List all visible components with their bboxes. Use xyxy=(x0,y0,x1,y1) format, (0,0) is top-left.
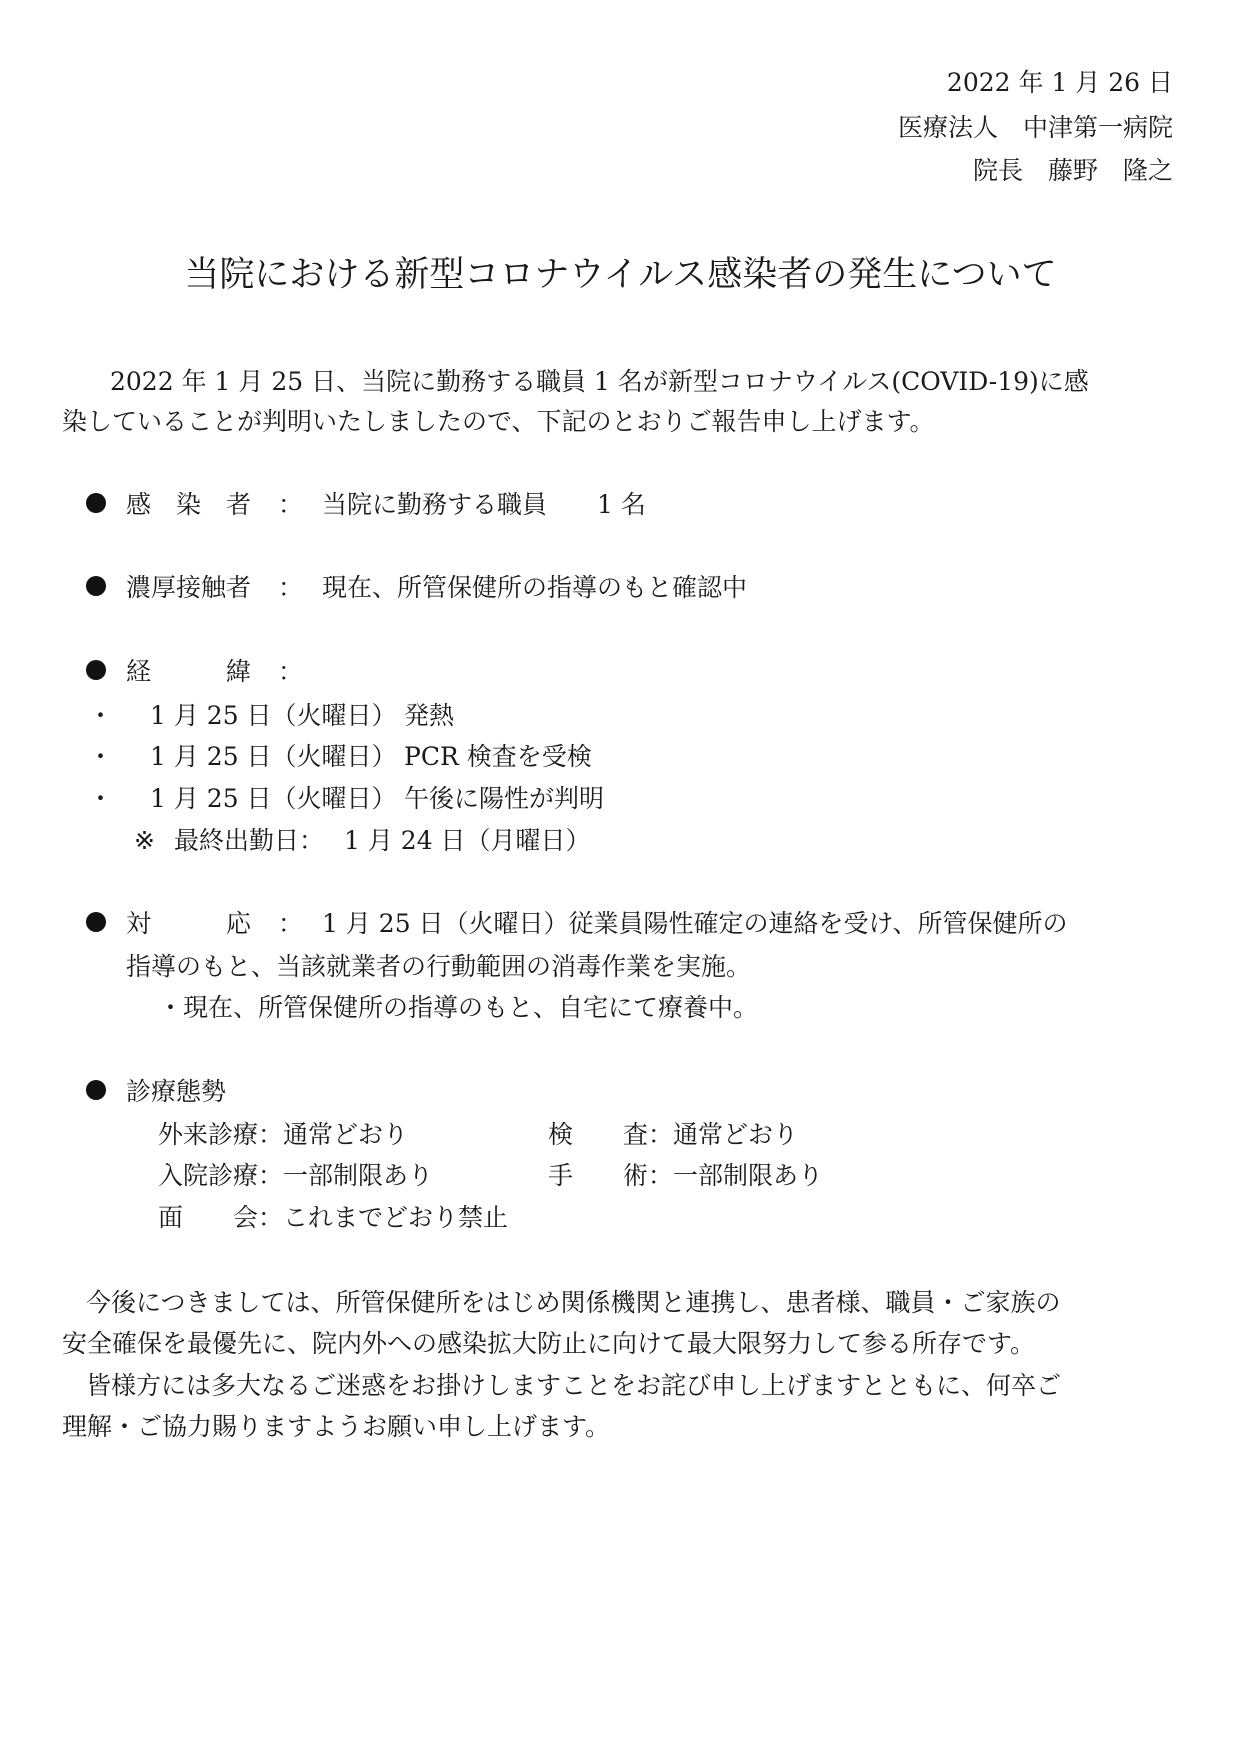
bullet-infected xyxy=(86,492,106,517)
timeline-item-marker: ・ xyxy=(88,701,114,730)
closing-p1-line-2: 安全確保を最優先に、院内外への感染拡大防止に向けて最大限努力して参る所存です。 xyxy=(62,1329,1036,1358)
response-line-1: 1 月 25 日（火曜日）従業員陽性確定の連絡を受け、所管保健所の xyxy=(322,909,1068,938)
response-label: 対 応 xyxy=(126,909,252,938)
organization-name: 医療法人 中津第一病院 xyxy=(897,113,1173,142)
contacts-colon: ： xyxy=(278,573,304,602)
contacts-value: 現在、所管保健所の指導のもと確認中 xyxy=(322,573,748,602)
timeline-item-marker: ・ xyxy=(88,784,114,813)
bullet-medical xyxy=(86,1079,106,1104)
timeline-colon: ： xyxy=(278,657,304,686)
timeline-item-date: 1 月 25 日（火曜日） xyxy=(150,701,397,730)
director-name: 院長 藤野 隆之 xyxy=(972,156,1173,185)
infected-colon: ： xyxy=(278,490,304,519)
timeline-item-date: 1 月 25 日（火曜日） xyxy=(150,784,397,813)
infected-label: 感 染 者 xyxy=(126,490,252,519)
bullet-response xyxy=(86,911,106,936)
medical-row-left: 外来診療：通常どおり xyxy=(158,1120,409,1149)
bullet-timeline xyxy=(86,659,106,684)
bullet-icon xyxy=(86,912,106,932)
response-line-2: 指導のもと、当該就業者の行動範囲の消毒作業を実施。 xyxy=(126,952,752,981)
timeline-item-event: PCR 検査を受検 xyxy=(404,742,592,771)
last-workday-value: 1 月 24 日（月曜日） xyxy=(344,826,591,855)
timeline-item-event: 午後に陽性が判明 xyxy=(404,784,605,813)
timeline-item-date: 1 月 25 日（火曜日） xyxy=(150,742,397,771)
bullet-icon xyxy=(86,493,106,513)
infected-value: 当院に勤務する職員 1 名 xyxy=(322,490,646,519)
medical-label: 診療態勢 xyxy=(126,1077,227,1106)
bullet-contacts xyxy=(86,575,106,600)
medical-row-right: 検 査：通常どおり xyxy=(548,1120,799,1149)
response-colon: ： xyxy=(278,909,304,938)
medical-row-left: 面 会：これまでどおり禁止 xyxy=(158,1203,509,1232)
bullet-icon xyxy=(86,576,106,596)
closing-p2-line-1: 皆様方には多大なるご迷惑をお掛けしますことをお詫び申し上げますとともに、何卒ご xyxy=(86,1371,1062,1400)
bullet-icon xyxy=(86,660,106,680)
last-workday-note-mark: ※ xyxy=(134,826,155,855)
intro-line-2: 染していることが判明いたしましたので、下記のとおりご報告申し上げます。 xyxy=(62,407,935,436)
closing-p1-line-1: 今後につきましては、所管保健所をはじめ関係機関と連携し、患者様、職員・ご家族の xyxy=(86,1288,1061,1317)
timeline-item-marker: ・ xyxy=(88,742,114,771)
timeline-item-event: 発熱 xyxy=(404,701,455,730)
document-date: 2022 年 1 月 26 日 xyxy=(946,68,1173,97)
medical-row-right: 手 術：一部制限あり xyxy=(548,1161,824,1190)
document-title: 当院における新型コロナウイルス感染者の発生について xyxy=(184,255,1057,295)
bullet-icon xyxy=(86,1080,106,1100)
contacts-label: 濃厚接触者 xyxy=(126,573,252,602)
intro-line-1: 2022 年 1 月 25 日、当院に勤務する職員 1 名が新型コロナウイルス(COVID-19)に感 xyxy=(110,367,1089,396)
medical-row-left: 入院診療：一部制限あり xyxy=(158,1161,434,1190)
last-workday-label: 最終出勤日： xyxy=(174,826,325,855)
timeline-label: 経 緯 xyxy=(126,657,252,686)
response-line-3: ・現在、所管保健所の指導のもと、自宅にて療養中。 xyxy=(158,993,759,1022)
closing-p2-line-2: 理解・ご協力賜りますようお願い申し上げます。 xyxy=(62,1412,611,1441)
